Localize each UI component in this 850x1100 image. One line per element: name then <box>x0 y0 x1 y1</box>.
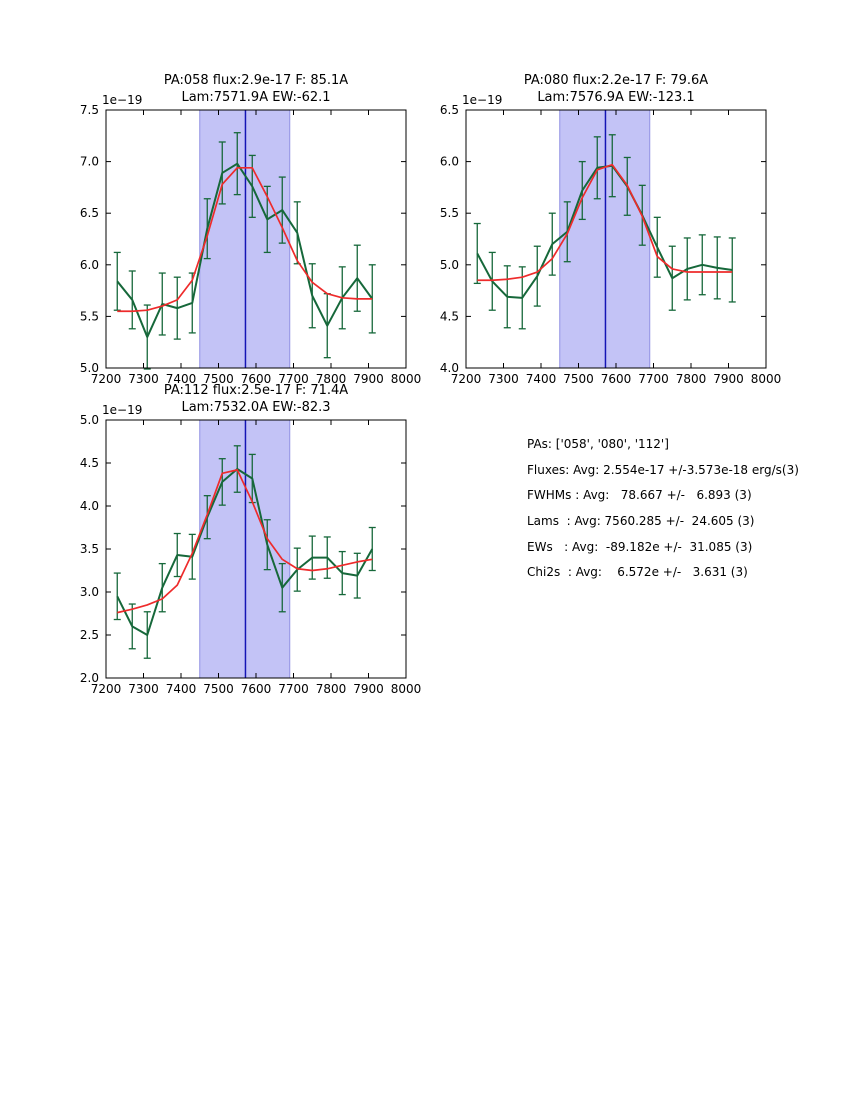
chart-pa112 <box>56 375 428 713</box>
svg-text:7300: 7300 <box>128 682 159 696</box>
svg-text:7200: 7200 <box>450 372 482 386</box>
svg-text:5.0: 5.0 <box>439 257 459 272</box>
svg-text:7300: 7300 <box>488 372 519 386</box>
stats-line-pas: PAs: ['058', '080', '112'] <box>527 437 669 451</box>
svg-text:7400: 7400 <box>525 372 557 386</box>
svg-text:7900: 7900 <box>713 372 744 386</box>
stats-line-fluxes: Fluxes: Avg: 2.554e-17 +/-3.573e-18 erg/s(3) <box>527 462 799 477</box>
chart-pa112-plot <box>56 375 428 713</box>
svg-text:7900: 7900 <box>353 682 384 696</box>
chart-pa080-plot <box>416 65 788 403</box>
svg-text:7600: 7600 <box>240 682 272 696</box>
chart-title-line2: Lam:7532.0A EW:-82.3 <box>181 400 331 415</box>
stats-panel <box>527 432 799 586</box>
svg-text:7800: 7800 <box>675 372 707 386</box>
chart-pa058 <box>56 65 428 403</box>
svg-text:7800: 7800 <box>315 682 347 696</box>
svg-text:6.5: 6.5 <box>439 103 459 117</box>
svg-text:7500: 7500 <box>563 372 594 386</box>
svg-text:7800: 7800 <box>315 372 347 386</box>
chart-pa058-plot <box>56 65 428 403</box>
svg-text:1e−19: 1e−19 <box>102 403 143 417</box>
chart-title-line2: Lam:7571.9A EW:-62.1 <box>181 90 331 105</box>
svg-text:8000: 8000 <box>390 372 422 386</box>
stats-line-chi2s: Chi2s : Avg: 6.572e +/- 3.631 (3) <box>527 565 748 580</box>
chart-pa112-title <box>106 382 406 416</box>
svg-text:3.5: 3.5 <box>79 542 99 556</box>
stats-line-ews: EWs : Avg: -89.182e +/- 31.085 (3) <box>527 539 753 554</box>
stats-line-lams: Lams : Avg: 7560.285 +/- 24.605 (3) <box>527 514 755 529</box>
svg-text:7400: 7400 <box>165 372 197 386</box>
svg-text:4.5: 4.5 <box>439 309 459 324</box>
stats-line-fwhms: FWHMs : Avg: 78.667 +/- 6.893 (3) <box>527 488 752 503</box>
svg-text:7200: 7200 <box>90 682 122 696</box>
chart-title-line1: PA:112 flux:2.5e-17 F: 71.4A <box>163 383 349 398</box>
svg-text:5.5: 5.5 <box>439 206 459 221</box>
svg-text:7.5: 7.5 <box>79 103 99 117</box>
svg-text:7.0: 7.0 <box>79 154 99 169</box>
svg-text:8000: 8000 <box>390 682 422 696</box>
svg-text:6.5: 6.5 <box>79 206 99 221</box>
svg-text:7900: 7900 <box>353 372 384 386</box>
svg-text:7700: 7700 <box>638 372 669 386</box>
svg-text:7200: 7200 <box>90 372 122 386</box>
svg-text:7600: 7600 <box>600 372 632 386</box>
svg-text:3.0: 3.0 <box>79 585 99 599</box>
svg-text:5.0: 5.0 <box>79 413 99 427</box>
svg-text:2.5: 2.5 <box>79 628 99 642</box>
svg-text:7700: 7700 <box>278 682 309 696</box>
svg-text:8000: 8000 <box>750 372 782 386</box>
svg-text:7600: 7600 <box>240 372 272 386</box>
chart-title-line1: PA:058 flux:2.9e-17 F: 85.1A <box>163 73 349 88</box>
chart-pa058-title <box>106 72 406 106</box>
svg-text:2.0: 2.0 <box>79 671 99 685</box>
chart-title-line2: Lam:7576.9A EW:-123.1 <box>537 90 695 105</box>
svg-text:6.0: 6.0 <box>439 154 459 169</box>
svg-text:7700: 7700 <box>278 372 309 386</box>
svg-text:5.5: 5.5 <box>79 309 99 324</box>
svg-text:7300: 7300 <box>128 372 159 386</box>
svg-text:6.0: 6.0 <box>79 257 99 272</box>
svg-text:1e−19: 1e−19 <box>102 93 143 107</box>
svg-text:7400: 7400 <box>165 682 197 696</box>
svg-text:4.0: 4.0 <box>79 499 99 513</box>
svg-text:4.0: 4.0 <box>439 361 459 375</box>
svg-text:5.0: 5.0 <box>79 361 99 375</box>
svg-text:7500: 7500 <box>203 682 234 696</box>
chart-title-line1: PA:080 flux:2.2e-17 F: 79.6A <box>523 73 709 88</box>
chart-pa080 <box>416 65 788 403</box>
chart-pa080-title <box>466 72 766 106</box>
svg-text:7500: 7500 <box>203 372 234 386</box>
svg-text:1e−19: 1e−19 <box>462 93 503 107</box>
svg-text:4.5: 4.5 <box>79 456 99 470</box>
